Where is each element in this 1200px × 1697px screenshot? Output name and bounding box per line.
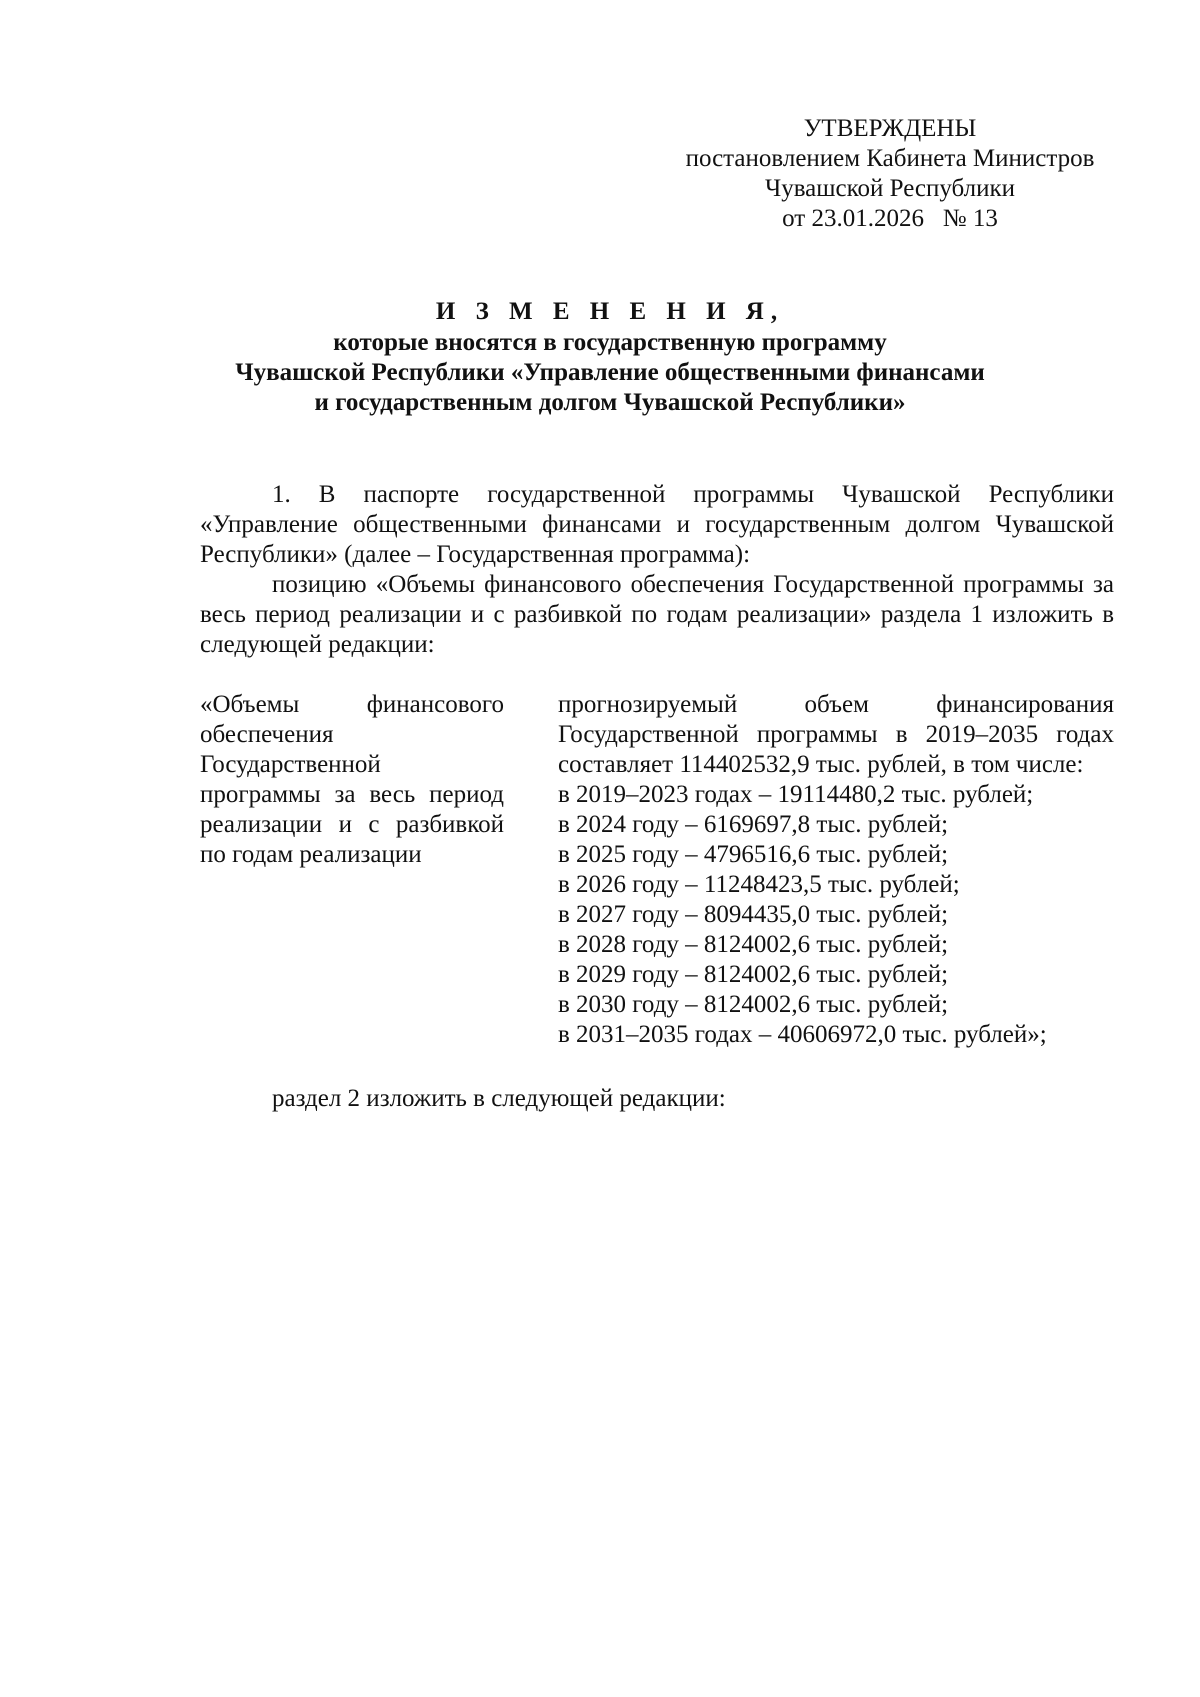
approval-date-number: от 23.01.2026 № 13 <box>782 205 998 232</box>
funding-item: в 2024 году – 6169697,8 тыс. рублей; <box>558 811 949 838</box>
passport-position-value <box>558 690 1114 1050</box>
title-main: И З М Е Н Е Н И Я, <box>435 298 785 325</box>
funding-item: в 2019–2023 годах – 19114480,2 тыс. рублей; <box>558 781 1034 808</box>
approval-heading: УТВЕРЖДЕНЫ <box>803 115 977 142</box>
funding-item: в 2025 году – 4796516,6 тыс. рублей; <box>558 841 949 868</box>
funding-by-year-list <box>558 780 1114 1050</box>
funding-item: в 2030 году – 8124002,6 тыс. рублей; <box>558 991 949 1018</box>
funding-item: в 2026 году – 11248423,5 тыс. рублей; <box>558 871 960 898</box>
approval-stamp <box>640 114 1140 234</box>
approval-republic: Чувашской Республики <box>764 175 1016 202</box>
paragraph-position-change: позицию «Объемы финансового обеспечения Государственной программы за весь период реализации и с разбивкой по годам реализации» раздела 1 изложить в следующей редакции: <box>200 571 1114 658</box>
passport-position-table <box>200 690 1114 1050</box>
closing-paragraph: раздел 2 изложить в следующей редакции: <box>272 1085 726 1112</box>
document-title <box>180 297 1040 418</box>
funding-item: в 2027 году – 8094435,0 тыс. рублей; <box>558 901 949 928</box>
passport-position-label: «Объемы финансового обеспечения Государственной программы за весь период реализации и с разбивкой по годам реализации <box>200 691 504 868</box>
funding-item: в 2028 году – 8124002,6 тыс. рублей; <box>558 931 949 958</box>
funding-item: в 2029 году – 8124002,6 тыс. рублей; <box>558 961 949 988</box>
title-line-1: которые вносятся в государственную программу <box>333 329 887 356</box>
approval-authority: постановлением Кабинета Министров <box>685 145 1095 172</box>
funding-item: в 2031–2035 годах – 40606972,0 тыс. рублей»; <box>558 1021 1047 1048</box>
document-body <box>200 480 1114 660</box>
title-line-3: и государственным долгом Чувашской Республики» <box>314 389 906 416</box>
funding-summary: прогнозируемый объем финансирования Государственной программы в 2019–2035 годах составляет 114402532,9 тыс. рублей, в том числе: <box>558 691 1114 778</box>
title-line-2: Чувашской Республики «Управление общественными финансами <box>235 359 985 386</box>
paragraph-passport-change: 1. В паспорте государственной программы Чувашской Республики «Управление общественными финансами и государственным долгом Чувашской Республики» (далее – Государственная программа): <box>200 481 1114 568</box>
